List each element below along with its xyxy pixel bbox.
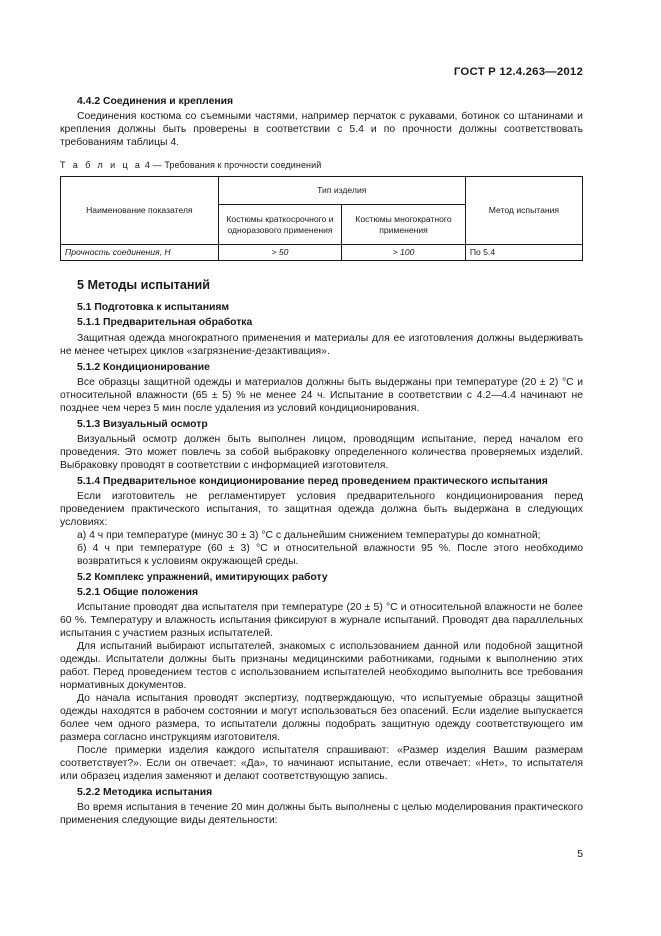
table-header-type-multi: Костюмы многократного применения: [342, 205, 466, 245]
table-header-method: Метод испытания: [465, 177, 582, 245]
table-4-caption-prefix: Т а б л и ц а: [60, 160, 143, 170]
table-cell-indicator: Прочность соединения, Н: [61, 245, 219, 261]
section-5-2-1-paragraph-1: Испытание проводят два испытателя при температуре (20 ± 5) °С и относительной влажности не более 60 %. Температуру и влажность испытания фиксируют в журнале испытаний. Проводят два параллельных испытания с участием разных испытателей.: [60, 602, 583, 639]
section-5-1-4-title: 5.1.4 Предварительное кондиционирование перед проведением практического испытания: [77, 476, 548, 487]
section-5-1-1-text: Защитная одежда многократного применения и материалы для ее изготовления должны выдерживать не менее четырех циклов «загрязнение-дезактивация».: [60, 333, 583, 357]
section-5-1-2-title: 5.1.2 Кондиционирование: [77, 362, 210, 373]
table-header-type-short: Костюмы краткосрочного и одноразового применения: [218, 205, 341, 245]
section-5-2-2-text: Во время испытания в течение 20 мин должны быть выполнены с целью моделирования практического применения следующие виды деятельности:: [60, 802, 583, 826]
section-4-4-2-text: Соединения костюма со съемными частями, например перчаток с рукавами, ботинок со штанинами и крепления должны быть проверены в соответствии с 5.4 и по прочности должны соответствовать требованиям таблицы 4.: [60, 111, 583, 148]
section-5-2-1-paragraph-4: После примерки изделия каждого испытателя спрашивают: «Размер изделия Вашим размерам соответствует?». Если он отвечает: «Да», то начинают испытание, если отвечает: «Нет», то испытателя или образец изделия заменяют и делают соответствующую запись.: [60, 745, 583, 782]
section-5-1-1-title: 5.1.1 Предварительная обработка: [77, 317, 253, 328]
table-cell-multi: > 100: [342, 245, 466, 261]
table-4-caption: [60, 159, 583, 172]
table-cell-short: > 50: [218, 245, 341, 261]
table-header-indicator: Наименование показателя: [61, 177, 219, 245]
document-body: [60, 95, 583, 827]
section-5-2-title: 5.2 Комплекс упражнений, имитирующих работу: [77, 572, 328, 583]
table-row: [61, 245, 583, 261]
section-5-2-2-title: 5.2.2 Методика испытания: [77, 787, 213, 798]
section-5-1-3-text: Визуальный осмотр должен быть выполнен лицом, проводящим испытание, перед началом его проведения. Это может повлечь за собой выбраковку определенного количества проверяемых изделий. Выбраковку проводят в соответствии с информацией изготовителя.: [60, 434, 583, 471]
section-5-1-2-text: Все образцы защитной одежды и материалов должны быть выдержаны при температуре (20 ± 2) °С и относительной влажности (65 ± 5) % не менее 24 ч. Испытание в соответствии с 4.2—4.4 начинают не позднее чем через 5 мин после удаления из условий кондиционирования.: [60, 377, 583, 414]
section-4-4-2-title: 4.4.2 Соединения и крепления: [77, 96, 234, 107]
list-item: б) 4 ч при температуре (60 ± 3) °С и относительной влажности 95 %. После этого необходимо возвратиться к условиям окружающей среды.: [77, 543, 583, 567]
table-header-type: Тип изделия: [218, 177, 465, 205]
list-item: а) 4 ч при температуре (минус 30 ± 3) °С с дальнейшим снижением температуры до комнатной;: [77, 530, 541, 541]
table-4-caption-rest: 4 — Требования к прочности соединений: [142, 160, 322, 170]
section-5-1-title: 5.1 Подготовка к испытаниям: [77, 302, 230, 313]
section-5-title: 5 Методы испытаний: [77, 278, 210, 292]
table-4: [60, 176, 583, 261]
section-5-2-1-paragraph-2: Для испытаний выбирают испытателей, знакомых с использованием данной или подобной защитной одежды. Испытатели должны быть признаны медицинскими работниками, годными к выполнению этих работ. Перед проведением тестов с использованием испытателей необходимо выполнить все требования нормативных документов.: [60, 641, 583, 691]
section-5-1-3-title: 5.1.3 Визуальный осмотр: [77, 419, 208, 430]
document-header-id: ГОСТ Р 12.4.263—2012: [453, 66, 583, 78]
table-cell-method: По 5.4: [465, 245, 582, 261]
section-5-1-4-text: Если изготовитель не регламентирует условия предварительного кондиционирования перед проведением практического испытания, то защитная одежда должна быть выдержана в следующих условиях:: [60, 491, 583, 528]
section-5-2-1-paragraph-3: До начала испытания проводят экспертизу, подтверждающую, что испытуемые образцы защитной одежды находятся в рабочем состоянии и могут использоваться без опасений. Если изделие выпускается более чем одного размера, то испытатели должны подобрать защитную одежду соответствующего им размера согласно инструкциям изготовителя.: [60, 693, 583, 743]
section-5-2-1-title: 5.2.1 Общие положения: [77, 587, 199, 598]
page-number: 5: [577, 849, 583, 860]
